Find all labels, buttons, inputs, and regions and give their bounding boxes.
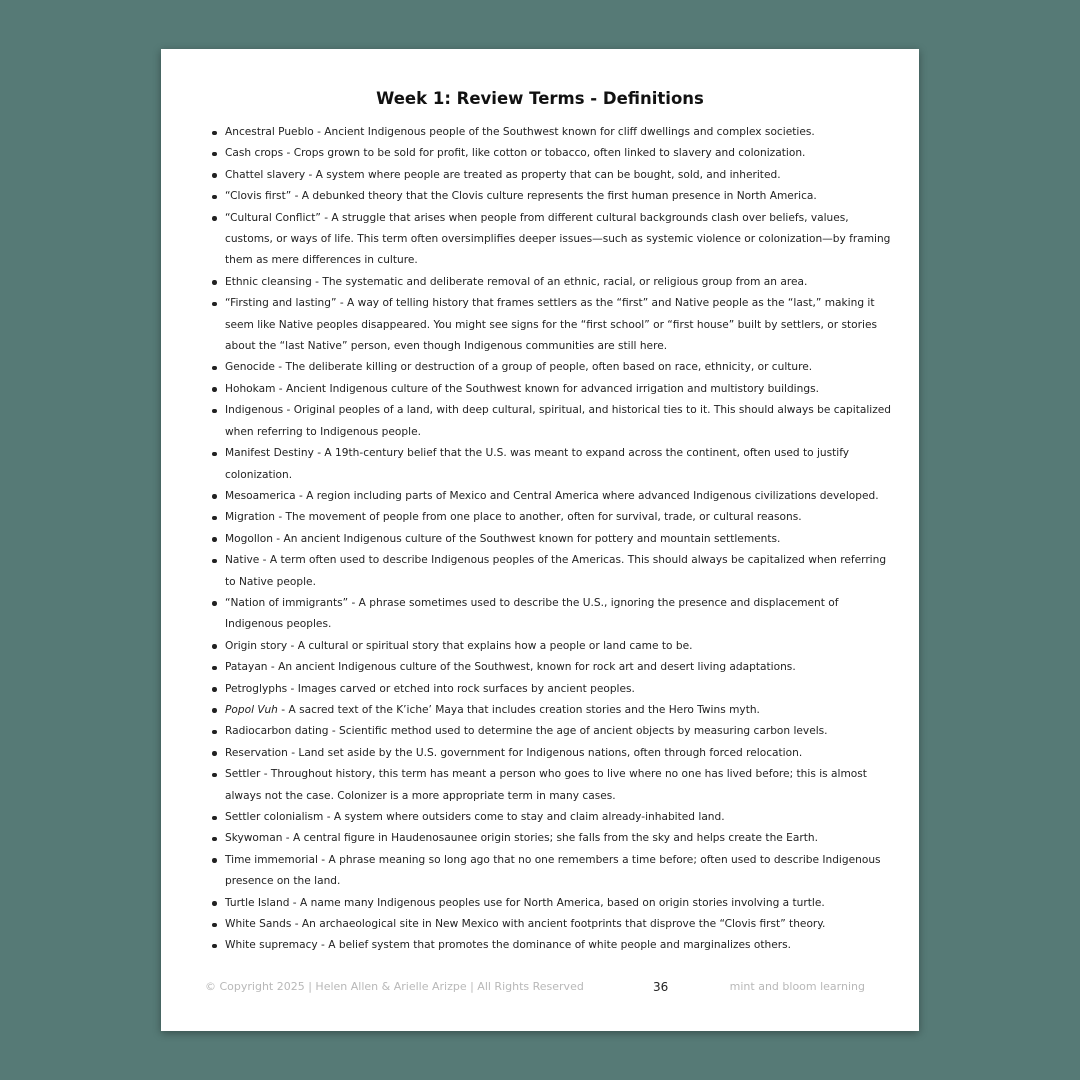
term-name: White supremacy [225, 939, 318, 952]
term-name: “Clovis first” [225, 190, 292, 203]
term-name: Time immemorial [225, 853, 318, 866]
term-definition: - Throughout history, this term has meant a person who goes to live where no one has lived before; this is almost always not the case. Colonizer is a more appropriate term in many cases. [225, 768, 867, 802]
term-definition: - A way of telling history that frames settlers as the “first” and Native people as the “last,” making it seem like Native peoples disappeared. You might see signs for the “first school” or “first house” built by settlers, or stories about the “last Native” person, even though Indigenous communities are still here. [225, 297, 877, 353]
term-definition: - A 19th-century belief that the U.S. was meant to expand across the continent, often used to justify colonization. [225, 447, 850, 481]
term-name: Popol Vuh [225, 703, 278, 716]
term-definition: - A system where outsiders come to stay and claim already-inhabited land. [323, 811, 725, 823]
list-item [225, 400, 897, 443]
list-item [225, 122, 897, 143]
term-name: Skywoman [225, 832, 283, 845]
term-name: Ethnic cleansing [225, 275, 312, 288]
list-item [225, 143, 897, 164]
term-definition: - Images carved or etched into rock surfaces by ancient peoples. [287, 682, 635, 695]
list-item [225, 486, 897, 507]
list-item [225, 529, 897, 550]
term-name: Patayan [225, 661, 268, 674]
list-item [225, 593, 897, 636]
term-name: Manifest Destiny [225, 447, 314, 460]
term-definition: - An archaeological site in New Mexico with ancient footprints that disprove the “Clovis first” theory. [291, 918, 826, 931]
document-page [161, 49, 919, 1031]
list-item [225, 186, 897, 207]
term-definition: - The systematic and deliberate removal of an ethnic, racial, or religious group from an area. [311, 275, 808, 288]
term-definition: - A region including parts of Mexico and Central America where advanced Indigenous civilizations developed. [295, 489, 879, 502]
term-definition: - Original peoples of a land, with deep cultural, spiritual, and historical ties to it. This should always be capitalized when referring to Indigenous people. [225, 404, 892, 438]
term-name: Mesoamerica [225, 489, 296, 502]
term-definition: - A term often used to describe Indigenous peoples of the Americas. This should always be capitalized when referring to Native people. [225, 554, 887, 588]
list-item [225, 357, 897, 378]
term-definition: - A phrase sometimes used to describe the U.S., ignoring the presence and displacement of Indigenous peoples. [225, 596, 839, 631]
list-item [225, 914, 897, 935]
term-name: Chattel slavery [225, 168, 306, 181]
list-item [225, 721, 897, 742]
term-name: Mogollon [225, 532, 273, 545]
term-definition: - A sacred text of the K’iche’ Maya that includes creation stories and the Hero Twins myth. [277, 703, 760, 716]
brand-name: mint and bloom learning [729, 980, 865, 993]
term-definition: - A phrase meaning so long ago that no one remembers a time before; often used to describe Indigenous presence on the land. [225, 853, 881, 888]
term-name: Origin story [225, 639, 288, 652]
page-title: Week 1: Review Terms - Definitions [376, 89, 704, 108]
term-definition: - Ancient Indigenous culture of the Southwest known for advanced irrigation and multistory buildings. [275, 382, 819, 395]
list-item [225, 379, 897, 400]
list-item [225, 743, 897, 764]
list-item [225, 807, 897, 828]
list-item [225, 272, 897, 293]
term-name: Settler [225, 768, 261, 781]
term-name: Migration [225, 511, 275, 524]
term-definition: - Scientific method used to determine the age of ancient objects by measuring carbon levels. [328, 725, 828, 738]
list-item [225, 828, 897, 849]
term-name: White Sands [225, 918, 292, 931]
term-name: “Cultural Conflict” [225, 211, 321, 224]
list-item [225, 507, 897, 528]
term-definition: - Land set aside by the U.S. government for Indigenous nations, often through forced relocation. [287, 746, 803, 759]
terms-list [210, 122, 897, 957]
page-footer [161, 980, 919, 996]
term-definition: - Crops grown to be sold for profit, like cotton or tobacco, often linked to slavery and colonization. [283, 147, 806, 160]
term-definition: - A struggle that arises when people from different cultural backgrounds clash over beliefs, values, customs, or ways of life. This term often oversimplifies deeper issues—such as systemic violence or colonization—by framing them as mere differences in culture. [225, 211, 891, 267]
term-name: Ancestral Pueblo [225, 126, 314, 138]
list-item [225, 657, 897, 678]
list-item [225, 679, 897, 700]
list-item [225, 293, 897, 357]
term-definition: - A cultural or spiritual story that explains how a people or land came to be. [287, 639, 693, 652]
term-name: Indigenous [225, 404, 284, 417]
list-item [225, 636, 897, 657]
term-name: Genocide [225, 361, 275, 374]
list-item [225, 700, 897, 721]
term-name: “Firsting and lasting” [225, 297, 337, 310]
list-item [225, 935, 897, 956]
term-name: Native [225, 554, 260, 567]
term-definition: - An ancient Indigenous culture of the Southwest, known for rock art and desert living adaptations. [267, 661, 796, 674]
list-item [225, 850, 897, 893]
term-name: Petroglyphs [225, 682, 288, 695]
term-definition: - A debunked theory that the Clovis culture represents the first human presence in North America. [291, 190, 817, 203]
term-name: Hohokam [225, 382, 276, 395]
list-item [225, 550, 897, 593]
term-definition: - The movement of people from one place to another, often for survival, trade, or cultural reasons. [274, 511, 802, 524]
page-number: 36 [653, 980, 669, 994]
list-item [225, 443, 897, 486]
term-name: Reservation [225, 746, 288, 759]
term-definition: - A central figure in Haudenosaunee origin stories; she falls from the sky and helps create the Earth. [282, 832, 818, 845]
copyright-notice: © Copyright 2025 | Helen Allen & Arielle Arizpe | All Rights Reserved [205, 980, 584, 993]
term-name: “Nation of immigrants” [225, 596, 349, 609]
list-item [225, 764, 897, 807]
term-definition: - A belief system that promotes the dominance of white people and marginalizes others. [317, 939, 792, 952]
term-name: Turtle Island [225, 896, 290, 909]
term-definition: - A name many Indigenous peoples use for North America, based on origin stories involving a turtle. [289, 896, 825, 909]
term-definition: - The deliberate killing or destruction of a group of people, often based on race, ethnicity, or culture. [274, 361, 813, 374]
list-item [225, 208, 897, 272]
term-name: Radiocarbon dating [225, 725, 329, 738]
term-name: Settler colonialism [225, 811, 324, 823]
term-definition: - A system where people are treated as property that can be bought, sold, and inherited. [305, 168, 781, 181]
list-item [225, 893, 897, 914]
term-name: Cash crops [225, 147, 284, 160]
term-definition: - Ancient Indigenous people of the Southwest known for cliff dwellings and complex societies. [313, 126, 815, 138]
list-item [225, 165, 897, 186]
term-definition: - An ancient Indigenous culture of the Southwest known for pottery and mountain settlements. [272, 532, 781, 545]
